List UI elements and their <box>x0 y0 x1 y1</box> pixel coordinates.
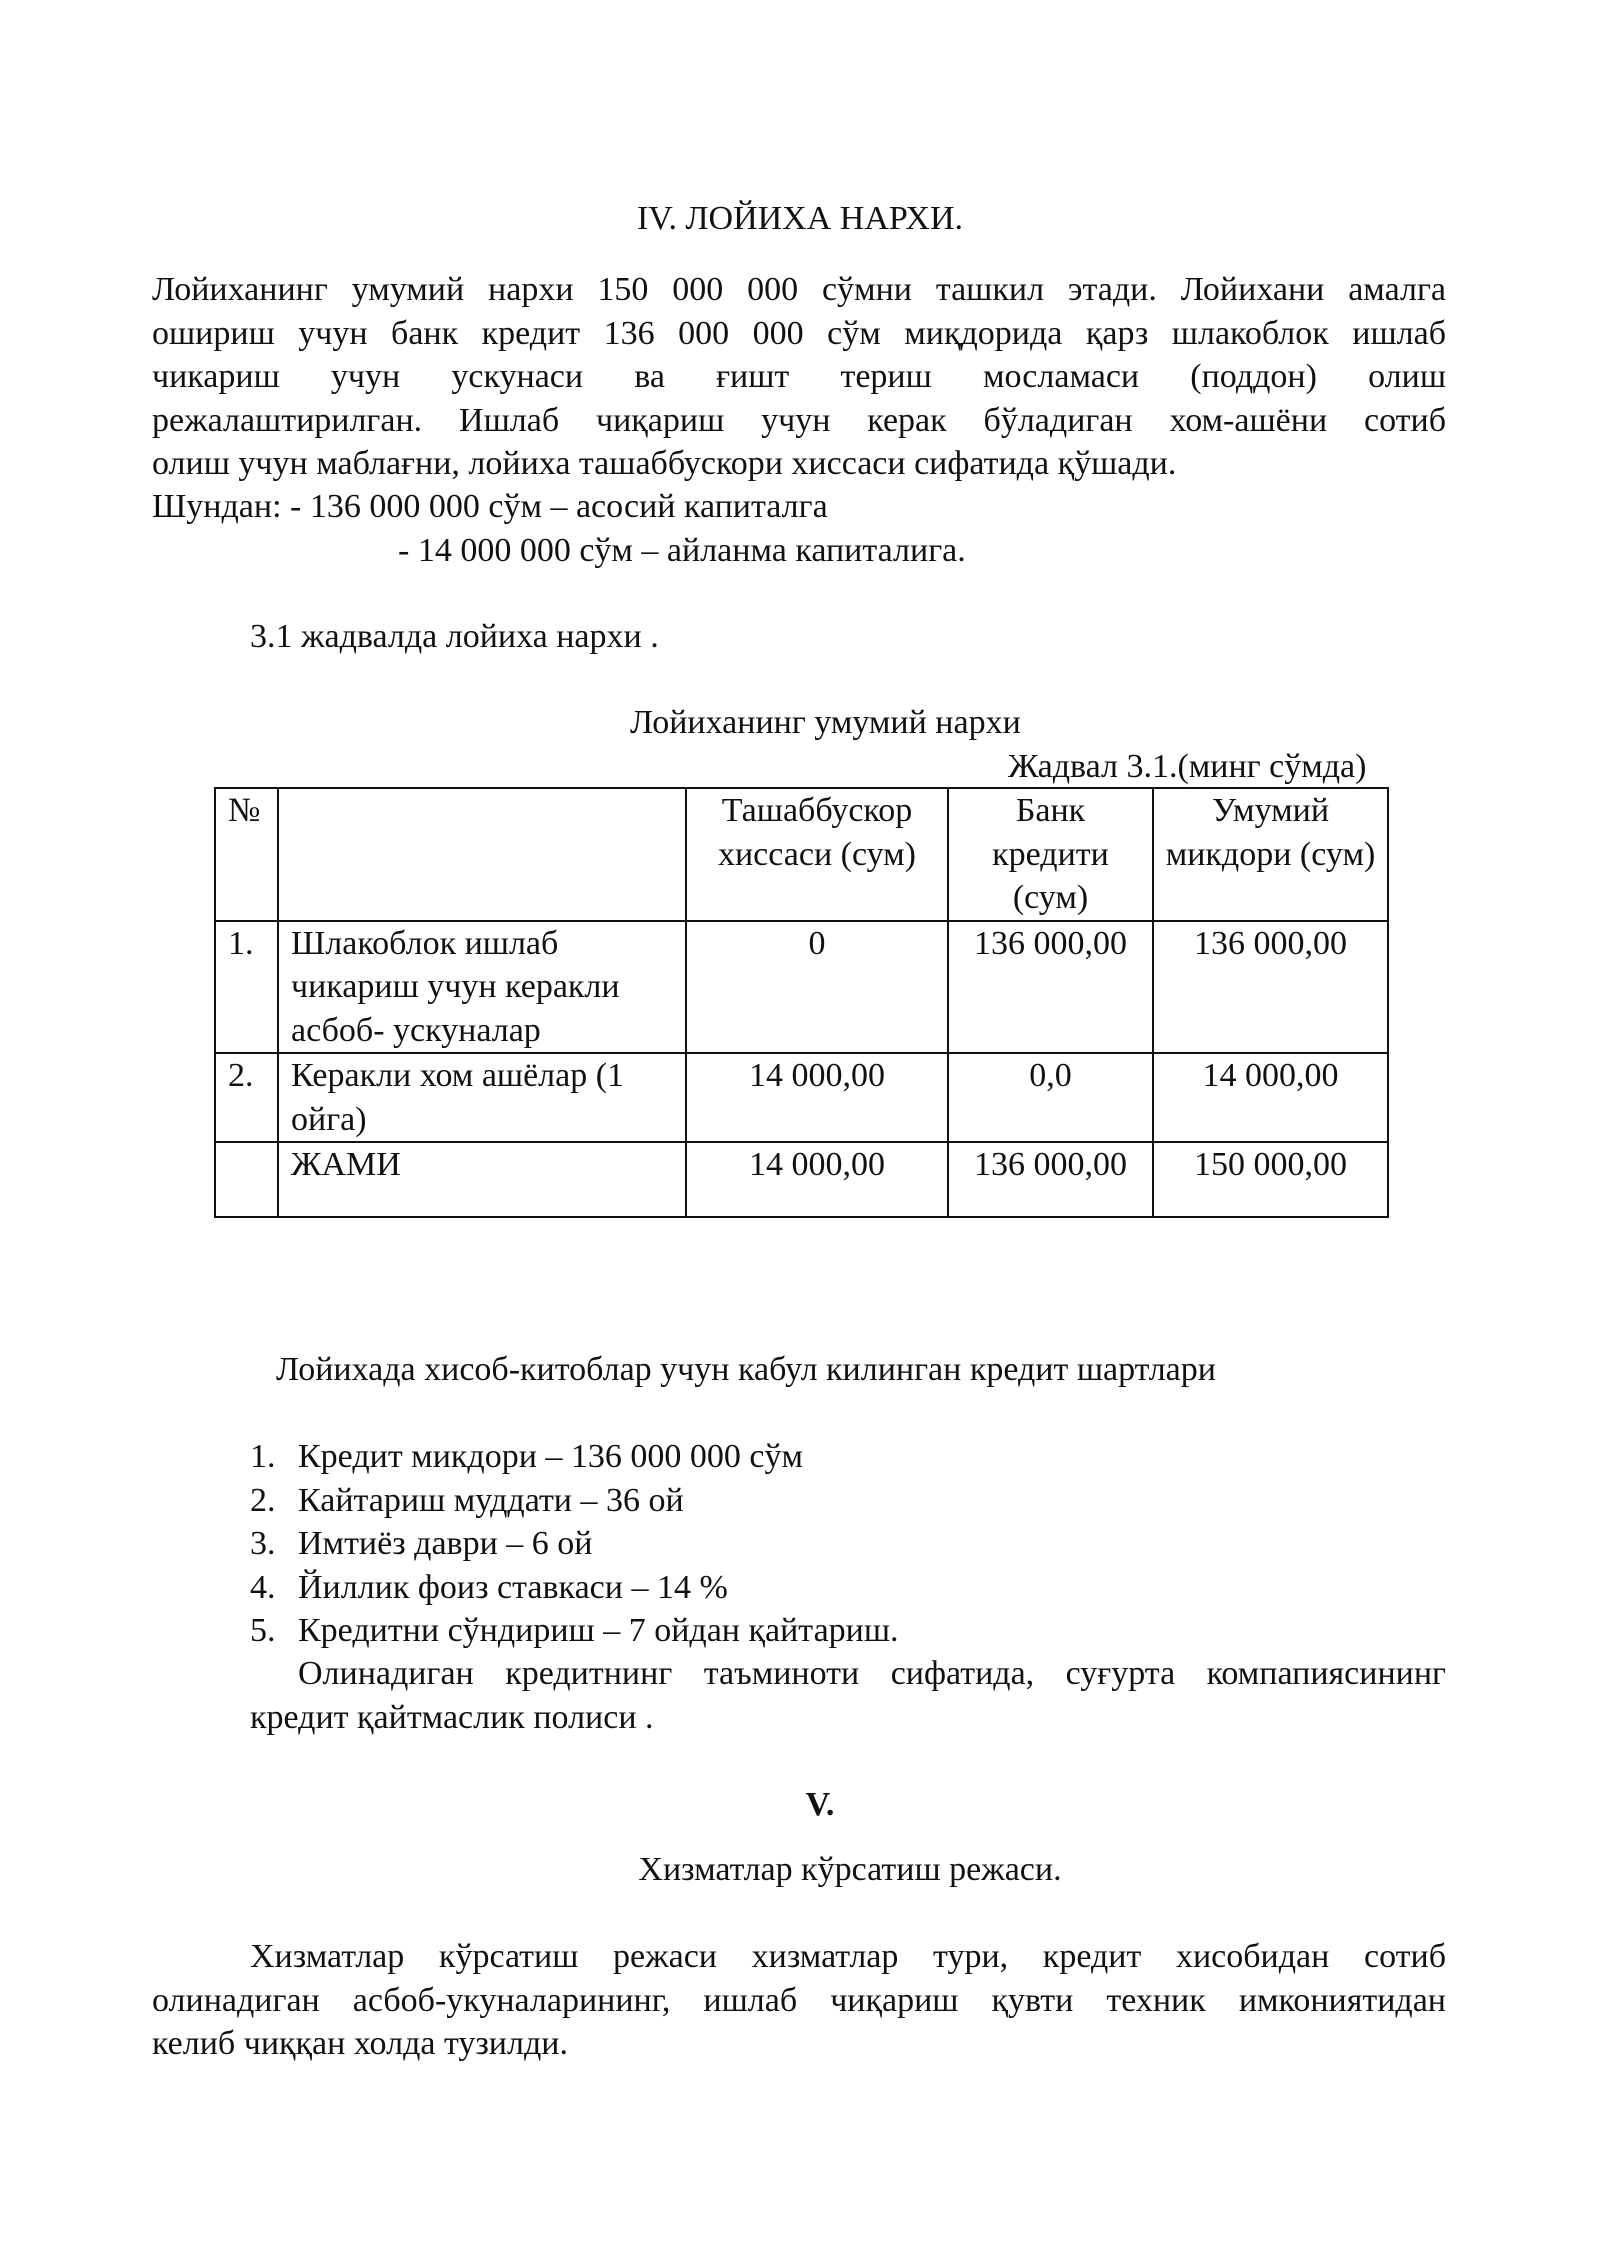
row-bank-credit: 136 000,00 <box>948 1142 1153 1217</box>
intro-line: режалаштирилган. Ишлаб чиқариш учун керак бўладиган хом-ашёни сотиб <box>152 401 1446 439</box>
list-item <box>250 1566 1450 1610</box>
header-cell-total: Умумий микдори (сум) <box>1153 788 1388 921</box>
list-text: Кредит микдори – 136 000 000 сўм <box>298 1438 804 1475</box>
plan-line: Хизматлар кўрсатиш режаси хизматлар тури, кредит хисобидан сотиб <box>250 1938 1446 1975</box>
row-number: 2. <box>215 1053 278 1142</box>
credit-terms-list <box>250 1435 1450 1653</box>
plan-line: келиб чиққан холда тузилди. <box>152 2025 568 2062</box>
intro-line: олиш учун маблағни, лойиха ташаббускори хиссаси сифатида қўшади. <box>152 445 1177 482</box>
table-row <box>215 1053 1388 1142</box>
header-cell-item <box>278 788 686 921</box>
header-cell-number: № <box>215 788 278 921</box>
row-bank-credit: 136 000,00 <box>948 921 1153 1054</box>
row-initiator-share: 14 000,00 <box>686 1142 948 1217</box>
list-number: 4. <box>250 1568 276 1606</box>
row-total: 136 000,00 <box>1153 921 1388 1054</box>
project-price-table <box>214 787 1389 1218</box>
intro-line: ошириш учун банк кредит 136 000 000 сўм миқдорида қарз шлакоблок ишлаб <box>152 314 1446 352</box>
intro-line: чикариш учун ускунаси ва ғишт териш мосламаси (поддон) олиш <box>152 358 1446 395</box>
credit-security-paragraph <box>250 1652 1446 1739</box>
list-number: 3. <box>250 1525 276 1562</box>
row-total: 14 000,00 <box>1153 1053 1388 1142</box>
row-total: 150 000,00 <box>1153 1142 1388 1217</box>
list-text: Кайтариш муддати – 36 ой <box>298 1481 684 1519</box>
plan-line: олинадиган асбоб-укуналарининг, ишлаб чиқариш қувти техник имкониятидан <box>152 1981 1446 2019</box>
intro-line: Лойиханинг умумий нархи 150 000 000 сўмни ташкил этади. Лойихани амалга <box>152 271 1446 308</box>
intro-paragraph <box>152 268 1446 486</box>
list-item <box>250 1479 1450 1523</box>
list-item <box>250 1522 1450 1566</box>
list-item <box>250 1435 1450 1479</box>
row-item: ЖАМИ <box>278 1142 686 1217</box>
list-text: Кредитни сўндириш – 7 ойдан қайтариш. <box>298 1612 899 1649</box>
header-cell-bank-credit: Банк кредити (сум) <box>948 788 1153 921</box>
header-cell-initiator-share: Ташаббускор хиссаси (сум) <box>686 788 948 921</box>
list-text: Имтиёз даври – 6 ой <box>298 1525 593 1562</box>
row-initiator-share: 14 000,00 <box>686 1053 948 1142</box>
row-item: Шлакоблок ишлаб чикариш учун керакли асбоб- ускуналар <box>278 921 686 1054</box>
service-plan-paragraph <box>152 1935 1446 2066</box>
table-header-row <box>215 788 1388 921</box>
row-bank-credit: 0,0 <box>948 1053 1153 1142</box>
list-number: 2. <box>250 1481 276 1519</box>
table-caption: Жадвал 3.1.(минг сўмда) <box>1008 748 1367 785</box>
table-intro: 3.1 жадвалда лойиха нархи . <box>250 618 659 655</box>
credit-terms-title: Лойихада хисоб-китоблар учун кабул килинган кредит шартлари <box>276 1351 1216 1388</box>
table-total-row <box>215 1142 1388 1217</box>
row-number: 1. <box>215 921 278 1054</box>
section-5-number: V. <box>805 1786 835 1823</box>
section-5-title: Хизматлар кўрсатиш режаси. <box>638 1851 1062 1888</box>
list-item <box>250 1609 1450 1653</box>
capital-split-line-2: - 14 000 000 сўм – айланма капиталига. <box>398 532 966 569</box>
list-text: Йиллик фоиз ставкаси – 14 % <box>298 1568 728 1606</box>
list-number: 1. <box>250 1438 276 1475</box>
row-initiator-share: 0 <box>686 921 948 1054</box>
row-number <box>215 1142 278 1217</box>
security-line: кредит қайтмаслик полиси . <box>250 1698 654 1736</box>
row-item: Керакли хом ашёлар (1 ойга) <box>278 1053 686 1142</box>
capital-split-line-1: Шундан: - 136 000 000 сўм – асосий капиталга <box>152 488 828 525</box>
table-row <box>215 921 1388 1054</box>
table-title: Лойиханинг умумий нархи <box>630 704 1021 741</box>
list-number: 5. <box>250 1612 276 1649</box>
section-4-title: IV. ЛОЙИХА НАРХИ. <box>636 200 964 237</box>
security-line: Олинадиган кредитнинг таъминоти сифатида, суғурта компапиясининг <box>298 1655 1446 1692</box>
